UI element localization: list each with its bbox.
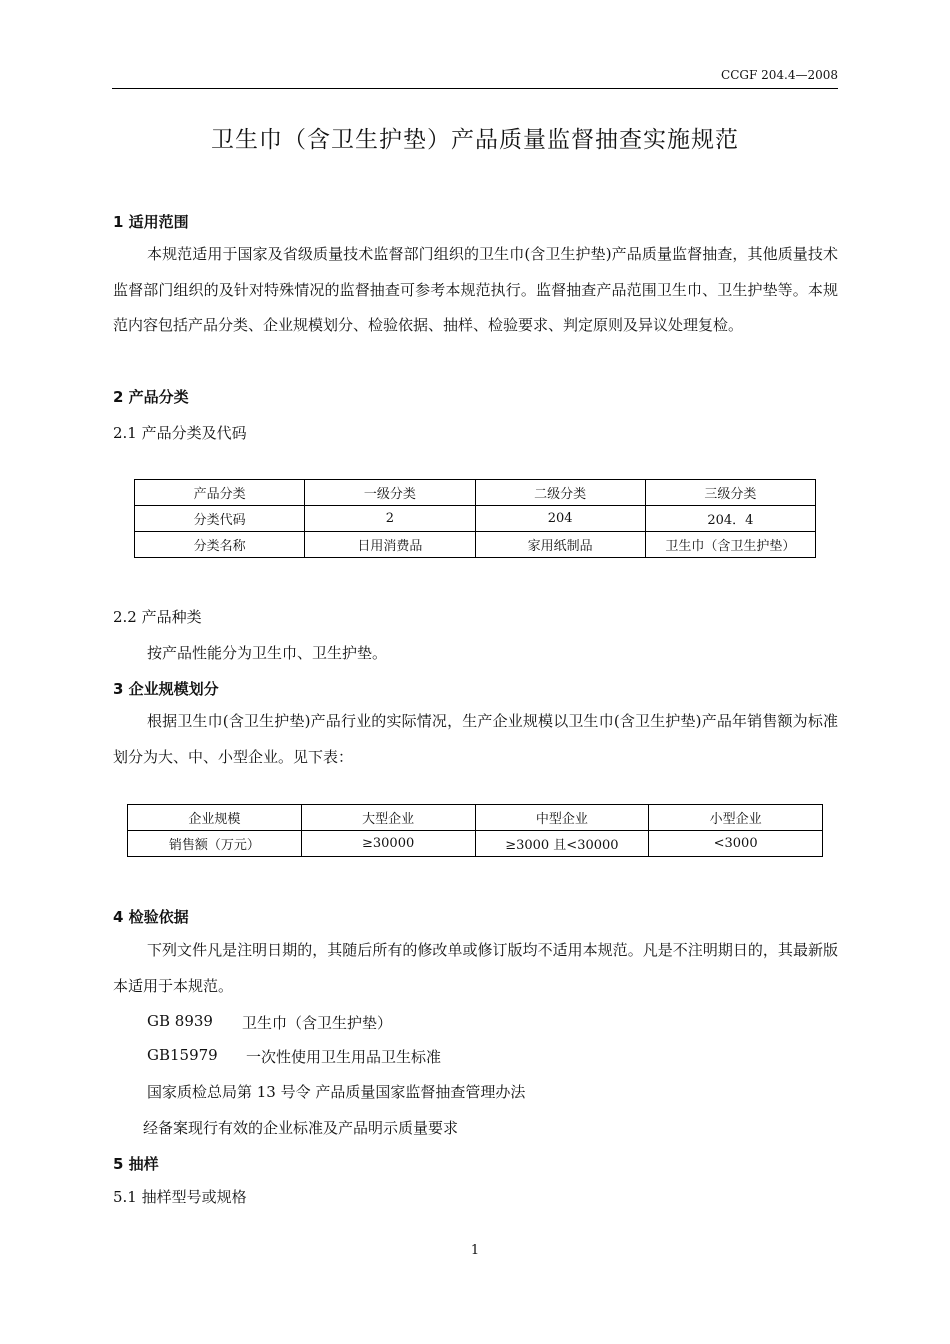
- table-row: [135, 506, 816, 532]
- table-cell: 大型企业: [301, 805, 475, 831]
- section-4-paragraph: 下列文件凡是注明日期的，其随后所有的修改单或修订版均不适用本规范。凡是不注明期日的，其最新版本适用于本规范。: [113, 941, 838, 995]
- reference-code: GB15979: [147, 1046, 218, 1064]
- section-2-1-heading: 2.1 产品分类及代码: [113, 424, 247, 442]
- page-number: 1: [470, 1243, 480, 1258]
- table-cell: 产品分类: [135, 480, 305, 506]
- section-1-heading: 1 适用范围: [113, 213, 189, 231]
- section-2-heading: 2 产品分类: [113, 388, 189, 406]
- reference-code: GB 8939: [147, 1012, 213, 1030]
- table-cell: 204．4: [645, 506, 815, 532]
- table-cell: <3000: [649, 831, 823, 857]
- table-cell: 分类代码: [135, 506, 305, 532]
- section-4-heading: 4 检验依据: [113, 908, 189, 926]
- table-cell: 2: [305, 506, 475, 532]
- table-cell: 日用消费品: [305, 532, 475, 558]
- table-row: [135, 480, 816, 506]
- section-5-heading: 5 抽样: [113, 1155, 159, 1173]
- table-cell: 204: [475, 506, 645, 532]
- table-cell: 家用纸制品: [475, 532, 645, 558]
- table-row: [128, 831, 823, 857]
- table-cell: ≥30000: [301, 831, 475, 857]
- table-cell: 中型企业: [475, 805, 649, 831]
- table-cell: 企业规模: [128, 805, 302, 831]
- table-cell: 二级分类: [475, 480, 645, 506]
- header-rule: [112, 88, 838, 89]
- section-3-heading: 3 企业规模划分: [113, 680, 219, 698]
- table-cell: 小型企业: [649, 805, 823, 831]
- reference-regulation: 国家质检总局第 13 号令 产品质量国家监督抽查管理办法: [147, 1083, 526, 1101]
- table-cell: 分类名称: [135, 532, 305, 558]
- product-classification-table: [134, 479, 816, 558]
- reference-name: 一次性使用卫生用品卫生标准: [246, 1048, 442, 1066]
- reference-enterprise-standard: 经备案现行有效的企业标准及产品明示质量要求: [143, 1119, 459, 1137]
- section-1-paragraph: 本规范适用于国家及省级质量技术监督部门组织的卫生巾(含卫生护垫)产品质量监督抽查，其他质量技术监督部门组织的及针对特殊情况的监督抽查可参考本规范执行。监督抽查产品范围卫生巾、卫生护垫等。本规范内容包括产品分类、企业规模划分、检验依据、抽样、检验要求、判定原则及异议处理复检。: [113, 245, 838, 334]
- section-2-2-text: 按产品性能分为卫生巾、卫生护垫。: [147, 644, 388, 662]
- enterprise-scale-table: [127, 804, 823, 857]
- section-3-paragraph: 根据卫生巾(含卫生护垫)产品行业的实际情况，生产企业规模以卫生巾(含卫生护垫)产品年销售额为标准划分为大、中、小型企业。见下表：: [113, 712, 838, 766]
- document-code: CCGF 204.4—2008: [721, 68, 838, 82]
- table-cell: 三级分类: [645, 480, 815, 506]
- section-5-1-heading: 5.1 抽样型号或规格: [113, 1188, 247, 1206]
- table-cell: 卫生巾（含卫生护垫）: [645, 532, 815, 558]
- reference-name: 卫生巾（含卫生护垫）: [242, 1014, 393, 1032]
- table-row: [128, 805, 823, 831]
- table-row: [135, 532, 816, 558]
- section-2-2-heading: 2.2 产品种类: [113, 608, 202, 626]
- document-title: 卫生巾（含卫生护垫）产品质量监督抽查实施规范: [211, 127, 739, 153]
- table-cell: 销售额（万元）: [128, 831, 302, 857]
- table-cell: ≥3000 且<30000: [475, 831, 649, 857]
- table-cell: 一级分类: [305, 480, 475, 506]
